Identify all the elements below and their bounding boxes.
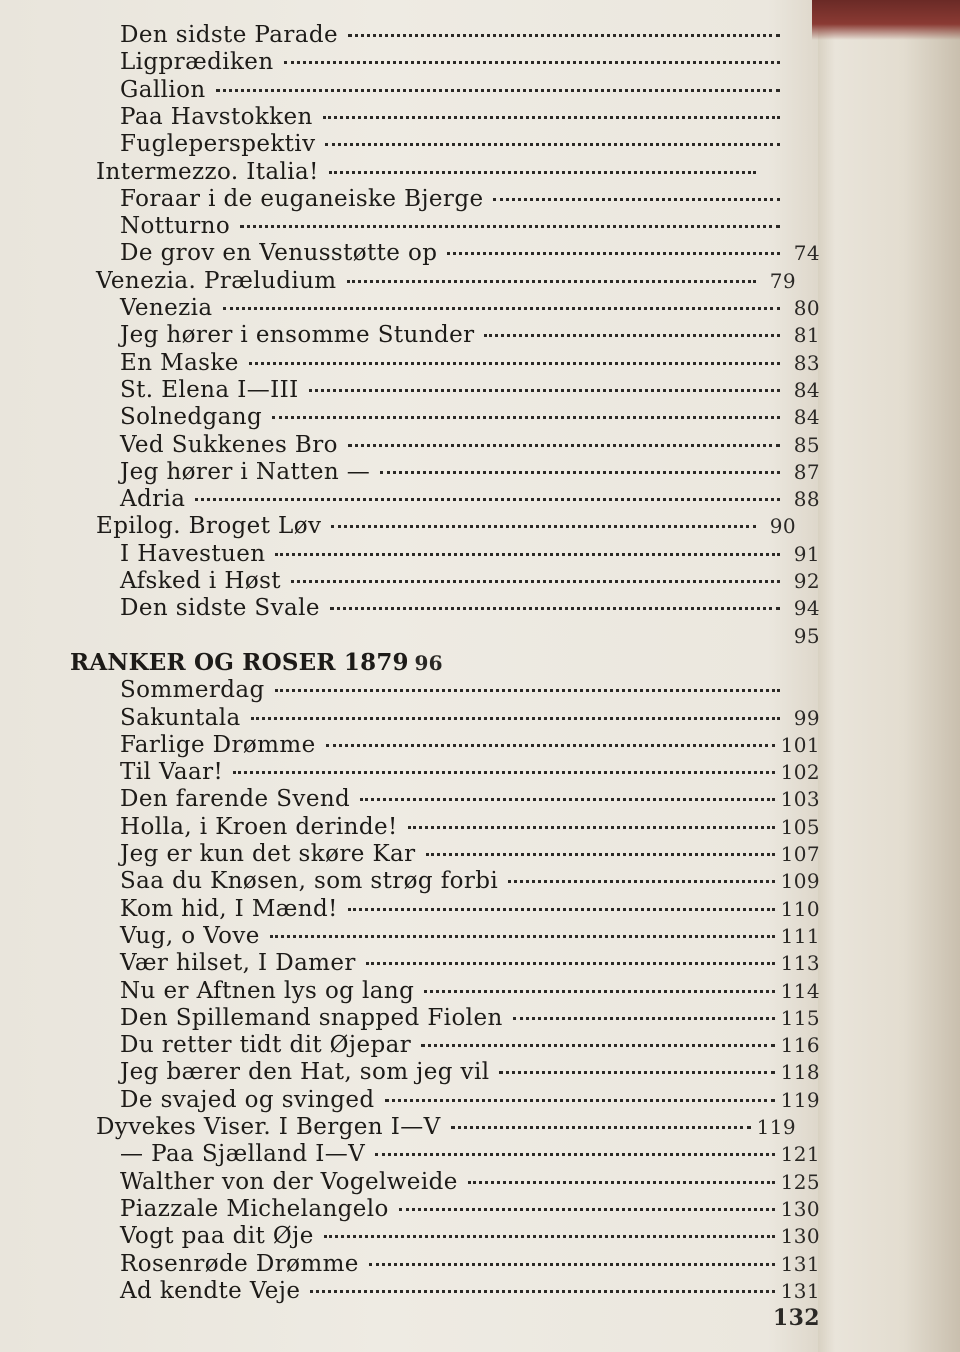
dot-leader [348,908,775,911]
toc-entry-title: Kom hid, I Mænd! [120,895,338,922]
toc-entry-title: Nu er Aftnen lys og lang [120,977,415,1004]
toc-entry-title: Jeg hører i ensomme Stunder [120,322,475,349]
toc-entry-title: Sakuntala [120,704,241,731]
toc-entry-title: Den sidste Svale [120,595,320,622]
toc-entry [120,377,820,403]
toc-entry [120,1059,820,1085]
toc-page-number: 115 [780,1005,820,1030]
toc-entry [120,22,820,48]
dot-leader [240,225,780,228]
toc-page-number: 87 [793,459,820,484]
toc-entry [120,623,820,649]
toc-entry [120,295,820,321]
toc-entry-title: Holla, i Kroen derinde! [120,813,398,840]
toc-page-number: 116 [780,1033,820,1058]
toc-entry [120,814,820,840]
dot-leader [284,61,780,64]
toc-entry [120,595,820,621]
dot-leader [275,689,780,692]
toc-entry [120,950,820,976]
dot-leader [249,362,780,365]
toc-entry [120,541,820,567]
dot-leader [513,1017,775,1020]
dot-leader [421,1044,775,1047]
toc-entry-title: De grov en Venusstøtte op [120,240,438,267]
toc-entry-title: Jeg bærer den Hat, som jeg vil [120,1059,490,1086]
toc-page-number: 80 [793,296,820,320]
dot-leader [330,607,780,610]
toc-page-number: 105 [780,814,820,839]
dot-leader [369,1263,775,1266]
toc-page-number: 111 [780,923,820,948]
toc-entry-title: Notturno [120,213,231,240]
toc-entry-title: Vær hilset, I Damer [120,950,356,977]
toc-entry [120,896,820,922]
toc-entry [120,186,820,212]
dot-leader [130,635,780,638]
toc-entry [120,1087,820,1113]
toc-entry-title: Den farende Svend [120,786,351,813]
toc-entry [120,1223,820,1249]
toc-page-number: 79 [769,268,796,293]
toc-entry [120,868,820,894]
toc-entry-title: Du retter tidt dit Øjepar [120,1032,412,1059]
toc-page-number: 125 [780,1169,820,1194]
toc-entry-title: Walther von der Vogelweide [120,1168,458,1195]
toc-entry [120,404,820,430]
toc-page-number: 99 [793,705,820,730]
dot-leader [348,34,780,37]
toc-entry-title: Jeg hører i Natten — [120,458,371,485]
dot-leader [347,280,756,283]
toc-page-number: 119 [780,1087,820,1112]
dot-leader [275,553,780,556]
toc-entry-title: Dyvekes Viser. I Bergen I—V [96,1114,441,1140]
toc-entry-title: — Paa Sjælland I—V [120,1141,366,1168]
toc-entry [120,1032,820,1058]
toc-page-number: 84 [793,377,820,402]
toc-section-heading [70,650,770,676]
toc-entry-title: Til Vaar! [120,759,224,786]
dot-leader [324,1235,775,1238]
dot-leader [310,1290,774,1293]
toc-entry [120,49,820,75]
toc-entry-title: En Maske [120,349,239,376]
toc-entry-title: Solnedgang [120,404,263,431]
toc-page-number: 88 [793,487,820,512]
toc-entry [120,240,820,266]
toc-entry-title: De svajed og svinged [120,1086,375,1113]
toc-page-number: 130 [780,1196,820,1221]
toc-entry [96,159,796,185]
toc-entry [120,77,820,103]
dot-leader [424,990,774,993]
toc-entry-title: Jeg er kun det skøre Kar [120,841,416,867]
toc-entry-title: Den sidste Parade [120,22,339,48]
toc-page-number: 83 [793,350,820,375]
dot-leader [325,143,780,146]
dot-leader [130,1317,767,1320]
toc-entry-title: Epilog. Broget Løv [96,513,322,540]
toc-page-number: 103 [780,787,820,812]
toc-entry-title: Adria [120,486,186,513]
toc-entry [120,1251,820,1277]
toc-entry [120,213,820,239]
toc-entry [120,1305,820,1331]
toc-page-number: 90 [769,514,796,539]
toc-entry-title: Den Spillemand snapped Fiolen [120,1004,503,1031]
toc-entry-title: Afsked i Høst [120,568,281,594]
toc-page-number: 92 [793,569,820,593]
toc-entry [120,732,820,758]
toc-entry-title: Fugleperspektiv [120,131,316,158]
dot-leader [508,880,774,883]
toc-page-number: 107 [780,842,820,866]
dot-leader [451,1126,751,1129]
dot-leader [223,307,780,310]
toc-entry [96,1114,796,1140]
toc-entry-title: Rosenrøde Drømme [120,1250,359,1277]
dot-leader [366,962,775,965]
dot-leader [233,771,775,774]
toc-page-number: 118 [780,1060,820,1085]
toc-page-number: 74 [793,241,820,266]
toc-entry-title: Vogt paa dit Øje [120,1223,314,1250]
toc-page-number: 110 [780,896,820,921]
toc-entry [120,1278,820,1304]
toc-entry [120,131,820,157]
dot-leader [399,1208,775,1211]
toc-entry-title: Sommerdag [120,677,265,704]
toc-entry [120,705,820,731]
toc-entry-title: Ad kendte Veje [120,1277,301,1304]
dot-leader [499,1071,774,1074]
toc-entry [120,104,820,130]
dot-leader [360,798,774,801]
dot-leader [251,717,780,720]
dot-leader [468,1181,775,1184]
toc-page-number: 101 [780,732,820,757]
toc-page-number: 113 [780,951,820,976]
toc-entry-title: Venezia. Præludium [96,267,337,294]
toc-page-number: 95 [793,623,820,648]
dot-leader [380,471,780,474]
toc-entry [120,1141,820,1167]
toc-entry-title: Paa Havstokken [120,103,313,130]
toc-entry-title: Farlige Drømme [120,731,316,758]
toc-page-number: 109 [780,869,820,894]
dot-leader [348,444,780,447]
toc-page-number: 91 [793,541,820,566]
toc-entry-title: Gallion [120,76,206,103]
toc-page-number: 119 [756,1115,796,1139]
dot-leader [426,853,775,856]
toc-page-number: 96 [414,650,443,675]
toc-entry [120,432,820,458]
toc-entry [120,978,820,1004]
toc-entry [120,322,820,348]
toc-page-number: 121 [780,1142,820,1167]
toc-entry [120,568,820,594]
toc-page-number: 132 [772,1305,820,1332]
toc-entry [120,759,820,785]
toc-page-number: 85 [793,432,820,457]
toc-entry [120,486,820,512]
dot-leader [291,580,780,583]
toc-entry-title: St. Elena I—III [120,376,299,403]
toc-page-number: 130 [780,1224,820,1249]
toc-entry-title: Intermezzo. Italia! [96,158,319,185]
dot-leader [331,525,756,528]
toc-entry [96,513,796,539]
dot-leader [309,389,780,392]
dot-leader [484,334,780,337]
toc-entry-title: Ved Sukkenes Bro [120,431,338,458]
toc-entry-title: Venezia [120,295,213,321]
dot-leader [326,744,775,747]
dot-leader [329,171,756,174]
dot-leader [195,498,780,501]
toc-page-number: 131 [780,1251,820,1276]
dot-leader [323,116,780,119]
toc-entry-title: Saa du Knøsen, som strøg forbi [120,868,499,895]
toc-page-number: 84 [793,405,820,430]
toc-entry [120,923,820,949]
dot-leader [216,89,780,92]
toc-entry [120,350,820,376]
toc-entry [120,786,820,812]
toc-entry [120,677,820,703]
toc-entry-title: Vug, o Vove [120,922,260,949]
toc-page-number: 114 [780,978,820,1003]
toc-entry [120,841,820,867]
toc-entry-title: Piazzale Michelangelo [120,1195,389,1222]
toc-entry [120,1005,820,1031]
dot-leader [272,416,780,419]
dot-leader [408,826,775,829]
toc-page-number: 94 [793,596,820,621]
dot-leader [375,1153,774,1156]
toc-entry-title: I Havestuen [120,540,266,567]
toc-page-number: 81 [793,323,820,348]
toc-entry [96,268,796,294]
dot-leader [385,1099,775,1102]
dot-leader [493,198,780,201]
toc-entry-title: Ligprædiken [120,49,274,76]
toc-page-number: 131 [780,1278,820,1303]
toc-page-number: 102 [780,760,820,785]
toc-entry [120,1196,820,1222]
toc-entry-title: RANKER OG ROSER 1879 [70,648,409,676]
dot-leader [447,252,780,255]
toc-entry [120,1169,820,1195]
toc-entry [120,459,820,485]
toc-entry-title: Foraar i de euganeiske Bjerge [120,185,484,212]
dot-leader [270,935,775,938]
